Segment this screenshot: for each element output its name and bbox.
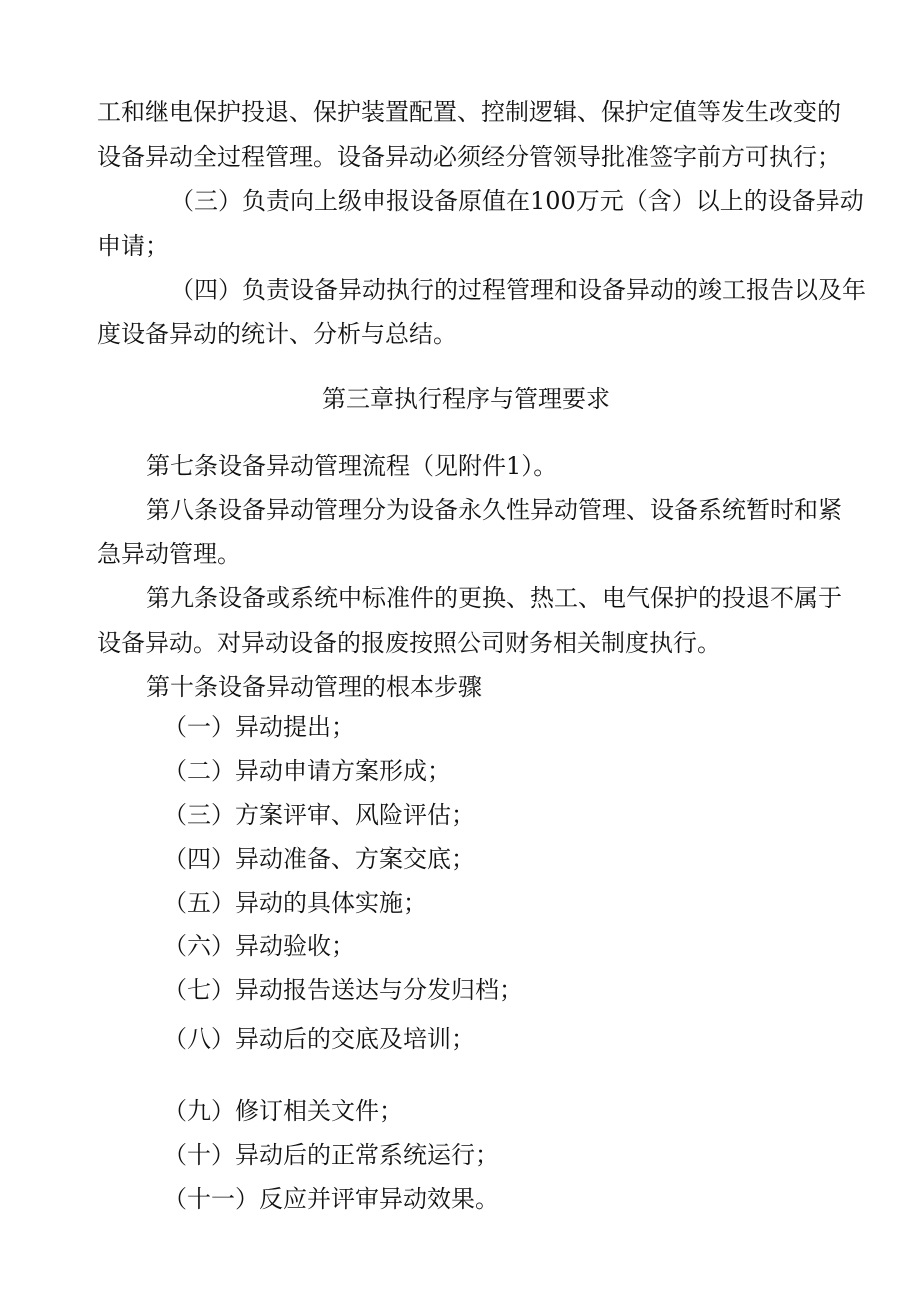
p3-line2: 度设备异动的统计、分析与总结。 [97,320,457,348]
p2-line2: 申请； [97,232,169,260]
step-item: （九）修订相关文件； [163,1097,403,1125]
p1-line2: 设备异动全过程管理。设备异动必须经分管领导批准签字前方可执行； [97,143,841,171]
step-item: （六）异动验收； [163,932,355,960]
step-item: （五）异动的具体实施； [163,889,427,917]
article-7: 第七条设备异动管理流程（见附件1）。 [146,452,558,480]
article-9-line2: 设备异动。对异动设备的报废按照公司财务相关制度执行。 [97,629,721,657]
step-item: （十）异动后的正常系统运行； [163,1141,499,1169]
step-item: （三）方案评审、风险评估； [163,801,475,829]
article-9-line1: 第九条设备或系统中标准件的更换、热工、电气保护的投退不属于 [146,584,842,612]
step-item: （七）异动报告送达与分发归档； [163,976,523,1004]
p3-line1: （四）负责设备异动执行的过程管理和设备异动的竣工报告以及年 [170,276,866,304]
step-item: （二）异动申请方案形成； [163,757,451,785]
chapter-heading: 第三章执行程序与管理要求 [322,385,610,413]
step-item: （十一）反应并评审异动效果。 [163,1185,499,1213]
p2-line1: （三）负责向上级申报设备原值在100万元（含）以上的设备异动 [170,187,864,215]
article-8-line2: 急异动管理。 [97,540,241,568]
article-8-line1: 第八条设备异动管理分为设备永久性异动管理、设备系统暂时和紧 [146,496,842,524]
step-item: （八）异动后的交底及培训； [163,1025,475,1053]
article-10: 第十条设备异动管理的根本步骤 [146,673,482,701]
step-item: （四）异动准备、方案交底； [163,845,475,873]
p1-line1: 工和继电保护投退、保护装置配置、控制逻辑、保护定值等发生改变的 [97,98,841,126]
step-item: （一）异动提出； [163,713,355,741]
